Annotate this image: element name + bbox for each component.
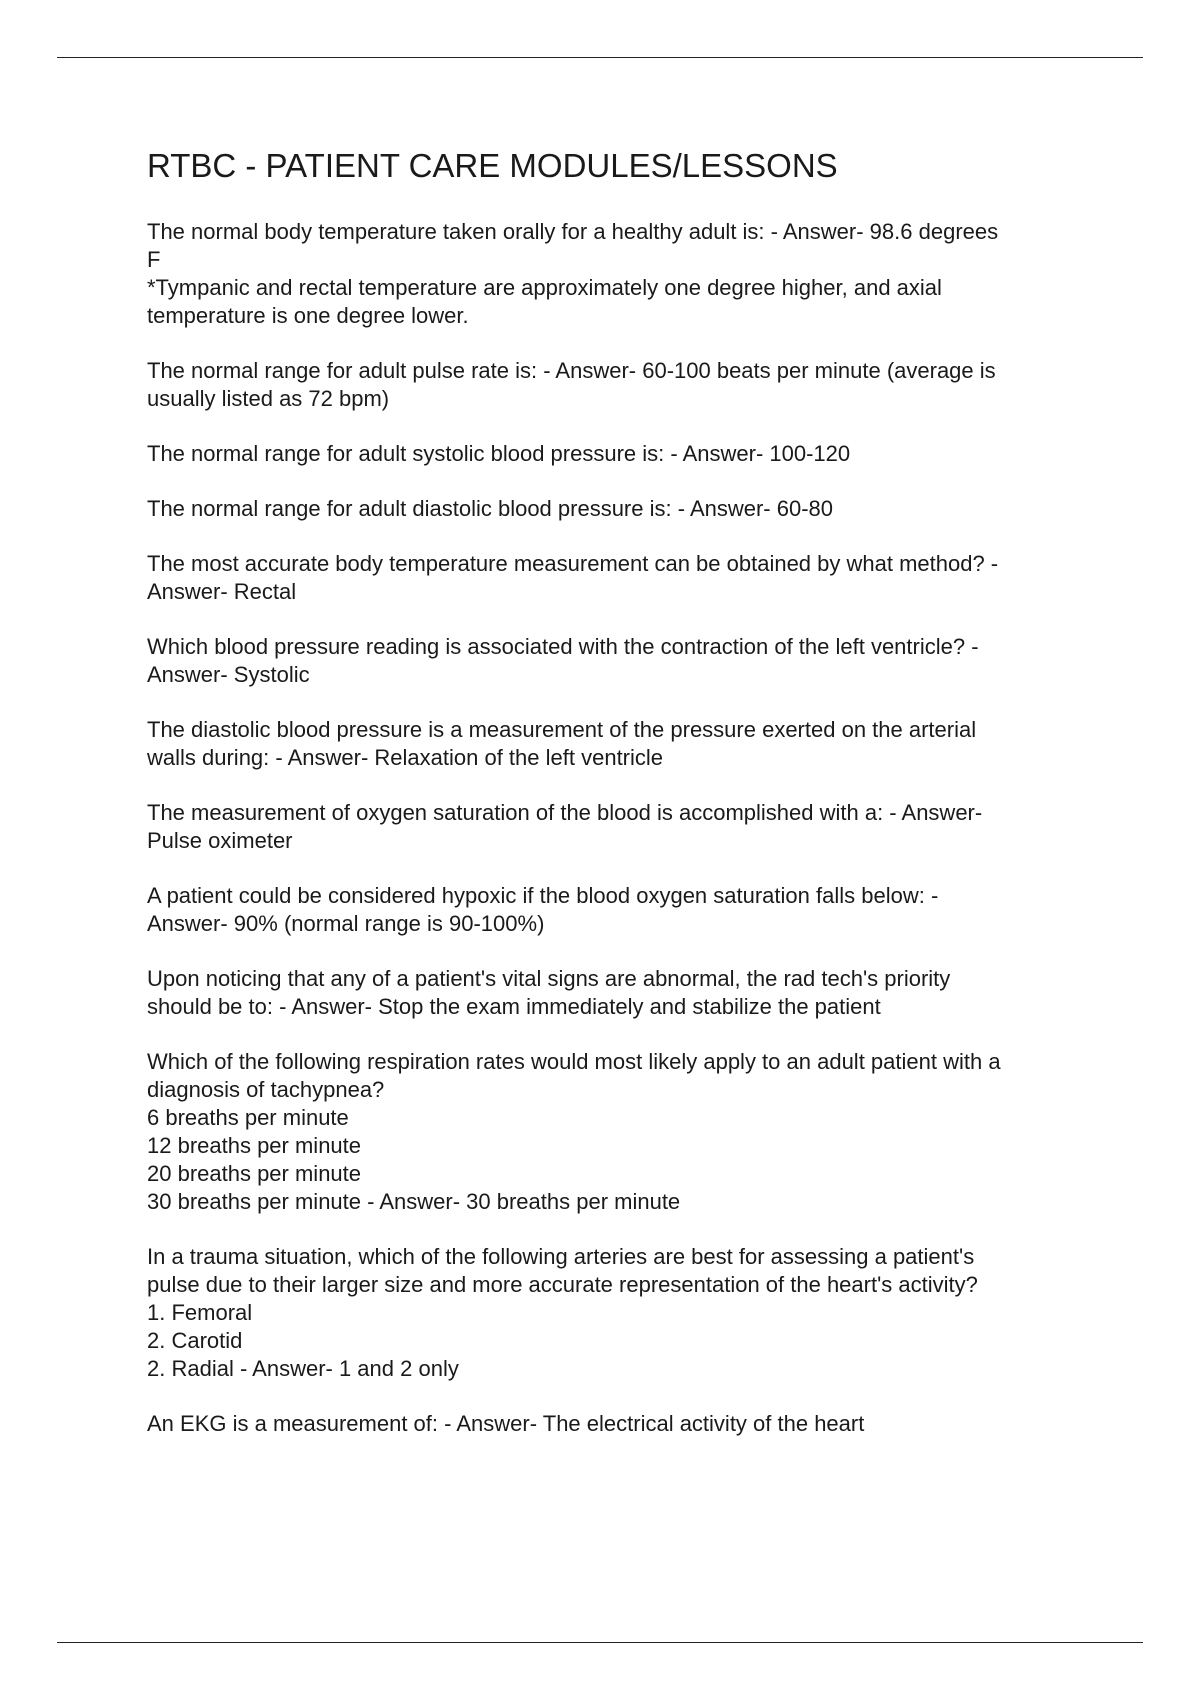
qa-line: 12 breaths per minute [147, 1133, 362, 1158]
qa-line: pulse due to their larger size and more accurate representation of the heart's activity? [147, 1272, 978, 1297]
qa-line: F [147, 247, 161, 272]
qa-line: 30 breaths per minute - Answer- 30 breaths per minute [147, 1189, 681, 1214]
qa-line: The normal range for adult pulse rate is: - Answer- 60-100 beats per minute (average is [147, 358, 996, 383]
document-title: RTBC - PATIENT CARE MODULES/LESSONS [147, 147, 838, 184]
qa-line: walls during: - Answer- Relaxation of the left ventricle [147, 745, 664, 770]
qa-entry [147, 799, 1087, 855]
bottom-divider [57, 1642, 1143, 1643]
qa-entry [147, 716, 1087, 772]
qa-line: Which blood pressure reading is associated with the contraction of the left ventricle? - [147, 634, 979, 659]
qa-line: An EKG is a measurement of: - Answer- The electrical activity of the heart [147, 1411, 865, 1436]
qa-line: diagnosis of tachypnea? [147, 1077, 385, 1102]
qa-entry [147, 550, 1087, 606]
qa-entry [147, 440, 1087, 468]
qa-line: The normal range for adult systolic blood pressure is: - Answer- 100-120 [147, 441, 851, 466]
qa-line: The normal body temperature taken orally for a healthy adult is: - Answer- 98.6 degrees [147, 219, 999, 244]
qa-line: In a trauma situation, which of the following arteries are best for assessing a patient's [147, 1244, 975, 1269]
qa-line: 1. Femoral [147, 1300, 253, 1325]
qa-line: *Tympanic and rectal temperature are approximately one degree higher, and axial [147, 275, 942, 300]
qa-line: Which of the following respiration rates would most likely apply to an adult patient with a [147, 1049, 1001, 1074]
qa-entry [147, 1048, 1087, 1216]
qa-entry [147, 495, 1087, 523]
qa-line: The most accurate body temperature measurement can be obtained by what method? - [147, 551, 999, 576]
qa-line: usually listed as 72 bpm) [147, 386, 390, 411]
qa-line: Answer- Rectal [147, 579, 297, 604]
qa-line: The normal range for adult diastolic blood pressure is: - Answer- 60-80 [147, 496, 834, 521]
qa-entry [147, 633, 1087, 689]
qa-list [147, 218, 1087, 1438]
qa-line: The diastolic blood pressure is a measurement of the pressure exerted on the arterial [147, 717, 977, 742]
qa-line: 2. Radial - Answer- 1 and 2 only [147, 1356, 459, 1381]
qa-entry [147, 965, 1087, 1021]
document-body [147, 142, 1087, 1465]
top-divider [57, 57, 1143, 58]
qa-line: should be to: - Answer- Stop the exam immediately and stabilize the patient [147, 994, 881, 1019]
qa-line: A patient could be considered hypoxic if the blood oxygen saturation falls below: - [147, 883, 939, 908]
qa-entry [147, 882, 1087, 938]
qa-line: Upon noticing that any of a patient's vital signs are abnormal, the rad tech's priority [147, 966, 951, 991]
qa-entry [147, 1410, 1087, 1438]
qa-line: 20 breaths per minute [147, 1161, 362, 1186]
qa-line: The measurement of oxygen saturation of the blood is accomplished with a: - Answer- [147, 800, 983, 825]
qa-entry [147, 1243, 1087, 1383]
qa-line: 6 breaths per minute [147, 1105, 349, 1130]
qa-line: Pulse oximeter [147, 828, 293, 853]
qa-line: 2. Carotid [147, 1328, 243, 1353]
qa-line: Answer- Systolic [147, 662, 310, 687]
qa-line: temperature is one degree lower. [147, 303, 469, 328]
qa-entry [147, 357, 1087, 413]
qa-entry [147, 218, 1087, 330]
qa-line: Answer- 90% (normal range is 90-100%) [147, 911, 545, 936]
